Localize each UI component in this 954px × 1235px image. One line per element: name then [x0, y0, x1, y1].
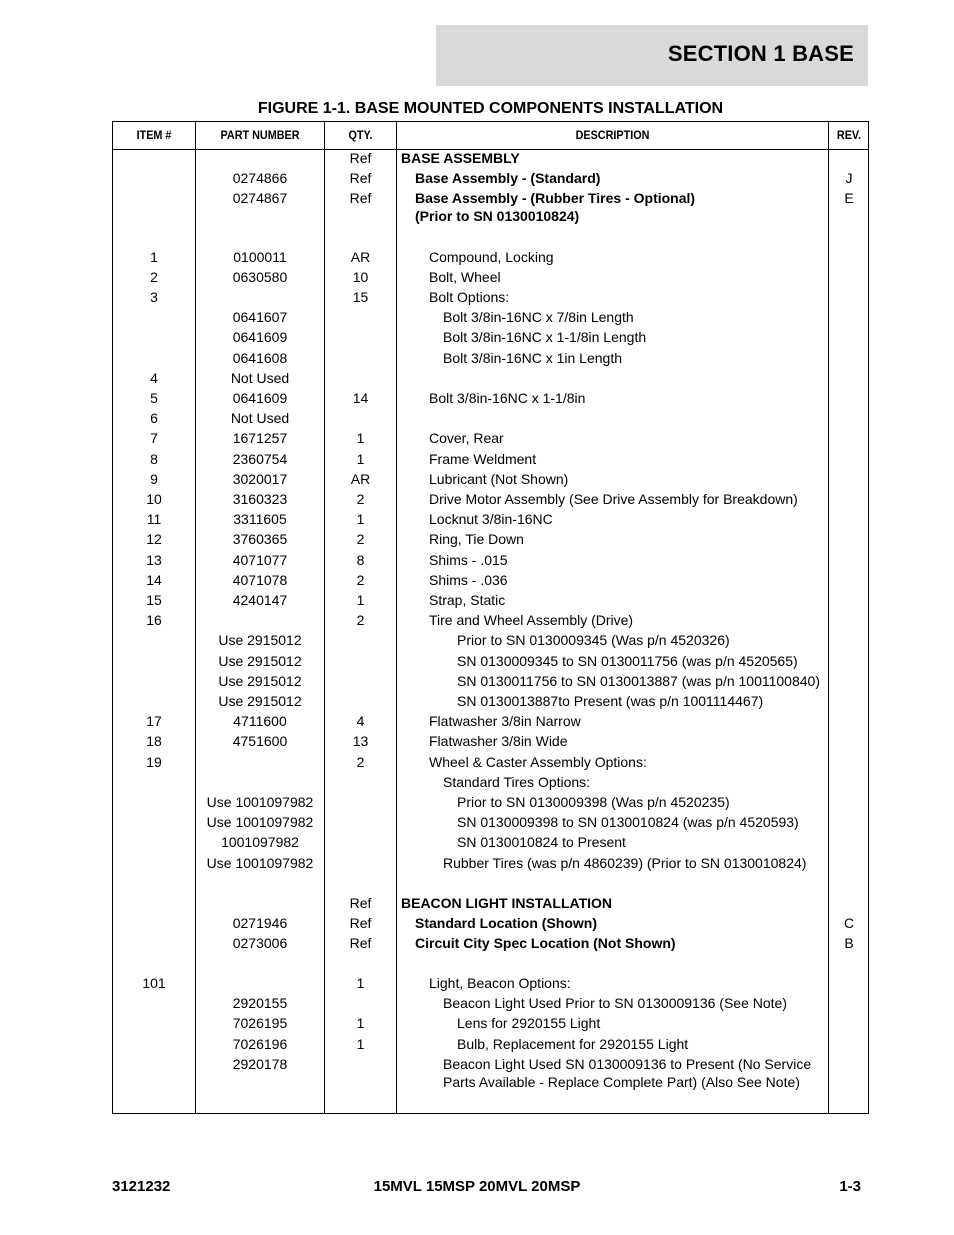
- description: SN 0130010824 to Present: [457, 834, 626, 851]
- quantity: 1: [356, 1035, 365, 1052]
- part-number: Not Used: [230, 410, 290, 427]
- description: Base Assembly - (Standard): [415, 170, 601, 187]
- table-row: [113, 370, 868, 390]
- description: Standard Tires Options:: [443, 773, 591, 790]
- description: SN 0130009398 to SN 0130010824 (was p/n 4520593): [457, 814, 799, 831]
- part-number: 7026195: [232, 1015, 288, 1032]
- revision: B: [844, 935, 854, 951]
- col-header-item: ITEM #: [136, 128, 172, 142]
- description: Bulb, Replacement for 2920155 Light: [457, 1035, 689, 1052]
- part-number: 2920155: [232, 995, 288, 1012]
- description: Bolt, Wheel: [429, 268, 501, 285]
- quantity: 2: [356, 571, 365, 588]
- quantity: Ref: [349, 170, 372, 187]
- description: Tire and Wheel Assembly (Drive): [429, 612, 634, 629]
- quantity: Ref: [349, 190, 372, 207]
- description: BASE ASSEMBLY: [401, 150, 520, 166]
- quantity: 8: [356, 551, 365, 568]
- table-row: [113, 269, 868, 289]
- part-number: Use 2915012: [218, 693, 302, 709]
- item-number: 12: [146, 531, 162, 548]
- description: Bolt 3/8in-16NC x 1-1/8in: [429, 390, 586, 406]
- item-number: 18: [146, 733, 162, 750]
- table-row: [113, 1015, 868, 1035]
- description: Standard Location (Shown): [415, 914, 597, 931]
- description: Strap, Static: [429, 592, 506, 608]
- part-number: 2360754: [232, 450, 288, 467]
- part-number: 0274867: [232, 190, 288, 207]
- quantity: 14: [352, 390, 369, 406]
- quantity: Ref: [349, 150, 372, 166]
- description: Base Assembly - (Rubber Tires - Optional): [415, 190, 696, 207]
- description: Prior to SN 0130009345 (Was p/n 4520326): [457, 632, 730, 649]
- table-row: [113, 249, 868, 269]
- quantity: Ref: [349, 935, 372, 951]
- table-row: [113, 1074, 868, 1094]
- table-row: [113, 1036, 868, 1056]
- quantity: 1: [356, 430, 365, 447]
- quantity: 1: [356, 975, 365, 991]
- description: Ring, Tie Down: [429, 531, 524, 548]
- col-header-rev: REV.: [836, 128, 862, 142]
- quantity: 2: [356, 753, 365, 770]
- description: Beacon Light Used Prior to SN 0130009136 (See Note): [443, 995, 787, 1012]
- table-row: [113, 572, 868, 592]
- part-number: 4071077: [232, 551, 288, 568]
- table-row: [113, 855, 868, 875]
- part-number: 3760365: [232, 531, 288, 548]
- table-row: [113, 491, 868, 511]
- table-row: [113, 430, 868, 450]
- description: Bolt Options:: [429, 289, 510, 305]
- item-number: 16: [146, 612, 162, 629]
- part-number: 4071078: [232, 571, 288, 588]
- part-number: 4240147: [232, 592, 288, 608]
- item-number: 7: [150, 430, 158, 447]
- part-number: 3160323: [232, 491, 288, 507]
- description: Beacon Light Used SN 0130009136 to Present (No Service: [443, 1055, 812, 1072]
- table-row: [113, 632, 868, 652]
- description: SN 0130011756 to SN 0130013887 (was p/n 1001100840): [457, 672, 820, 689]
- item-number: 14: [146, 571, 162, 588]
- part-number: 0641609: [232, 329, 288, 346]
- quantity: 10: [352, 268, 369, 285]
- description: Parts Available - Replace Complete Part) (Also See Note): [443, 1073, 800, 1090]
- description: Lubricant (Not Shown): [429, 470, 569, 487]
- item-number: 1: [150, 248, 158, 265]
- item-number: 19: [146, 753, 162, 770]
- item-number: 9: [150, 470, 158, 487]
- item-number: 5: [150, 390, 158, 406]
- table-row: [113, 208, 868, 228]
- part-number: 4711600: [233, 713, 287, 730]
- table-row: [113, 612, 868, 632]
- part-number: Use 2915012: [218, 672, 302, 689]
- item-number: 10: [146, 491, 162, 507]
- part-number: 0273006: [232, 935, 288, 951]
- quantity: 15: [352, 289, 369, 305]
- quantity: 1: [356, 592, 365, 608]
- part-number: Use 2915012: [218, 652, 302, 669]
- item-number: 15: [146, 592, 162, 608]
- table-row: [113, 329, 868, 349]
- quantity: 1: [356, 511, 365, 528]
- description: Light, Beacon Options:: [429, 975, 571, 991]
- description: (Prior to SN 0130010824): [415, 208, 580, 225]
- table-row: [113, 814, 868, 834]
- quantity: Ref: [349, 894, 372, 911]
- part-number: 2920178: [232, 1055, 288, 1072]
- table-row: [113, 733, 868, 753]
- revision: E: [844, 190, 854, 207]
- description: Rubber Tires (was p/n 4860239) (Prior to SN 0130010824): [443, 854, 807, 871]
- figure-title: FIGURE 1-1. BASE MOUNTED COMPONENTS INSTALLATION: [257, 100, 724, 117]
- part-number: 4751600: [232, 733, 288, 750]
- parts-table: [112, 121, 869, 1114]
- part-number: 3311605: [233, 511, 287, 528]
- description: Compound, Locking: [429, 248, 554, 265]
- description: Bolt 3/8in-16NC x 1-1/8in Length: [443, 329, 647, 346]
- quantity: 13: [352, 733, 369, 750]
- part-number: Not Used: [230, 369, 290, 386]
- item-number: 17: [146, 713, 162, 730]
- table-row: [113, 673, 868, 693]
- description: Bolt 3/8in-16NC x 7/8in Length: [443, 309, 634, 326]
- table-row: [113, 693, 868, 713]
- table-row: [113, 471, 868, 491]
- description: Wheel & Caster Assembly Options:: [429, 753, 647, 770]
- table-row: [113, 895, 868, 915]
- table-row: [113, 995, 868, 1015]
- doc-number: 3121232: [112, 1178, 171, 1195]
- description: Flatwasher 3/8in Wide: [429, 733, 568, 750]
- table-row: [113, 309, 868, 329]
- description: Shims - .036: [429, 571, 508, 588]
- page-number: 1-3: [839, 1178, 861, 1195]
- quantity: 2: [356, 531, 365, 548]
- table-row: [113, 754, 868, 774]
- description: SN 0130009345 to SN 0130011756 (was p/n 4520565): [457, 652, 798, 669]
- table-row: [113, 653, 868, 673]
- part-number: Use 2915012: [218, 632, 302, 649]
- part-number: 1001097982: [221, 834, 299, 851]
- item-number: 2: [150, 268, 158, 285]
- table-row: [113, 350, 868, 370]
- table-row: [113, 975, 868, 995]
- description: BEACON LIGHT INSTALLATION: [401, 894, 613, 911]
- part-number: 0641607: [232, 309, 288, 326]
- description: Locknut 3/8in-16NC: [429, 511, 553, 528]
- table-row: [113, 1056, 868, 1076]
- item-number: 4: [150, 369, 158, 386]
- table-row: [113, 552, 868, 572]
- description: SN 0130013887to Present (was p/n 1001114467): [457, 693, 764, 709]
- quantity: 4: [356, 713, 365, 730]
- quantity: 2: [356, 612, 365, 629]
- part-number: 0100011: [233, 248, 287, 265]
- part-number: 0630580: [232, 268, 288, 285]
- section-title: SECTION 1 BASE: [667, 41, 854, 66]
- model-list: 15MVL 15MSP 20MVL 20MSP: [373, 1178, 581, 1195]
- table-row: [113, 451, 868, 471]
- part-number: 1671257: [232, 430, 288, 447]
- table-row: [113, 390, 868, 410]
- part-number: Use 1001097982: [206, 814, 314, 831]
- section-header-box: [436, 25, 868, 86]
- col-header-part-number: PART NUMBER: [220, 128, 300, 142]
- part-number: 3020017: [232, 470, 288, 487]
- part-number: Use 1001097982: [206, 854, 314, 871]
- description: Circuit City Spec Location (Not Shown): [415, 935, 676, 951]
- item-number: 3: [150, 289, 158, 305]
- table-row: [113, 190, 868, 210]
- quantity: 1: [356, 1015, 365, 1032]
- table-row: [113, 531, 868, 551]
- description: Lens for 2920155 Light: [457, 1015, 601, 1032]
- revision: C: [843, 914, 855, 931]
- table-row: [113, 511, 868, 531]
- item-number: 101: [142, 975, 166, 991]
- part-number: 7026196: [232, 1035, 288, 1052]
- description: Prior to SN 0130009398 (Was p/n 4520235): [457, 794, 730, 810]
- part-number: 0641609: [232, 390, 288, 406]
- table-row: [113, 915, 868, 935]
- description: Bolt 3/8in-16NC x 1in Length: [443, 349, 622, 366]
- part-number: 0274866: [232, 170, 288, 187]
- item-number: 11: [146, 511, 162, 528]
- table-row: [113, 170, 868, 190]
- part-number: 0271946: [232, 914, 288, 931]
- description: Drive Motor Assembly (See Drive Assembly for Breakdown): [429, 491, 798, 507]
- part-number: 0641608: [232, 349, 288, 366]
- revision: J: [845, 170, 853, 187]
- quantity: 1: [356, 450, 365, 467]
- table-row: [113, 289, 868, 309]
- description: Shims - .015: [429, 551, 508, 568]
- description: Frame Weldment: [429, 450, 537, 467]
- description: Flatwasher 3/8in Narrow: [429, 713, 581, 730]
- quantity: AR: [350, 248, 371, 265]
- quantity: AR: [350, 470, 371, 487]
- table-row: [113, 713, 868, 733]
- table-row: [113, 935, 868, 955]
- table-row: [113, 592, 868, 612]
- description: Cover, Rear: [429, 430, 504, 447]
- table-row: [113, 410, 868, 430]
- item-number: 8: [150, 450, 158, 467]
- part-number: Use 1001097982: [206, 794, 314, 810]
- table-row: [113, 150, 868, 170]
- table-row: [113, 774, 868, 794]
- quantity: 2: [356, 491, 365, 507]
- table-row: [113, 794, 868, 814]
- quantity: Ref: [349, 914, 372, 931]
- col-header-qty: QTY.: [348, 128, 373, 142]
- table-row: [113, 834, 868, 854]
- col-header-description: DESCRIPTION: [575, 128, 650, 142]
- item-number: 13: [146, 551, 162, 568]
- item-number: 6: [150, 410, 158, 427]
